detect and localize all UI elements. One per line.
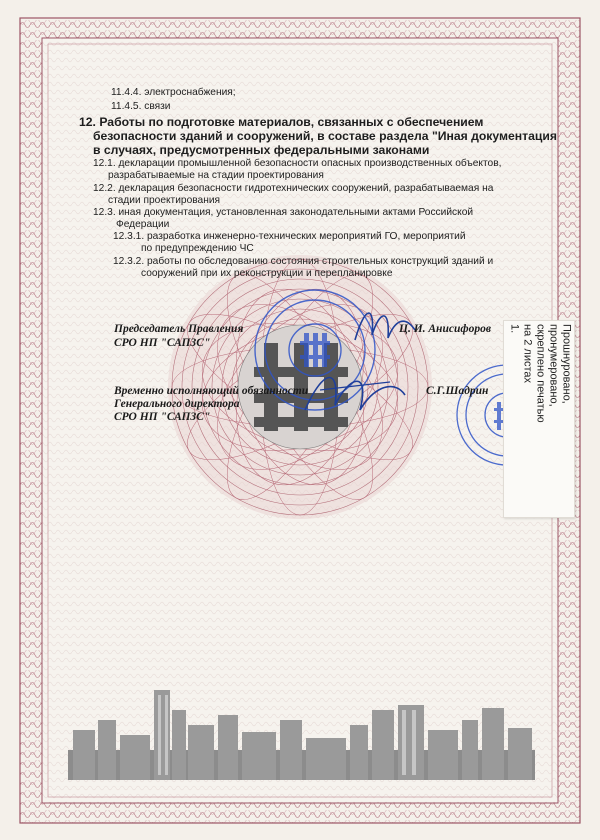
- note-line-2: пронумеровано,: [547, 324, 560, 407]
- item-12-3-line-2: Федерации: [116, 219, 170, 230]
- chairman-title-line-1: Председатель Правления: [114, 323, 244, 335]
- item-12-2-line-2: стадии проектирования: [108, 195, 221, 206]
- item-12-3-1-line-1: 12.3.1. разработка инженерно-технических мероприятий ГО, мероприятий: [113, 231, 466, 242]
- chairman-title-line-2: СРО НП "САПЗС": [114, 337, 211, 349]
- note-line-4: на 2 листах: [521, 324, 534, 384]
- director-title-line-1: Временно исполняющий обязанности: [114, 385, 309, 397]
- item-11-4-4: 11.4.4. электроснабжения;: [111, 87, 236, 98]
- item-12-3-1-line-2: по предупреждению ЧС: [141, 243, 254, 254]
- item-12-1-line-2: разрабатываемые на стадии проектирования: [108, 170, 324, 181]
- section-12-heading-line-3: в случаях, предусмотренных федеральными законами: [93, 143, 430, 157]
- item-12-3-2-line-1: 12.3.2. работы по обследованию состояния строительных конструкций зданий и: [113, 256, 494, 267]
- note-line-3: скреплено печатью: [534, 324, 547, 423]
- director-title-line-2: Генерального директора: [114, 398, 240, 410]
- director-name: С.Г.Шадрин: [426, 385, 489, 397]
- item-12-1-line-1: 12.1. декларации промышленной безопасности опасных производственных объектов,: [93, 158, 502, 169]
- item-12-3-line-1: 12.3. иная документация, установленная законодательными актами Российской: [93, 207, 474, 218]
- item-12-2-line-1: 12.2. декларация безопасности гидротехнических сооружений, разрабатываемая на: [93, 183, 494, 194]
- item-12-3-2-line-2: сооружений при их реконструкции и перепланировке: [141, 268, 393, 279]
- item-11-4-5: 11.4.5. связи: [111, 101, 171, 112]
- note-line-5: 1.: [508, 324, 521, 334]
- director-title-line-3: СРО НП "САПЗС": [114, 411, 211, 423]
- chairman-name: Ц. И. Анисифоров: [399, 323, 491, 335]
- binding-note: [503, 320, 575, 518]
- note-line-1: Прошнуровано,: [560, 324, 573, 404]
- section-12-heading-line-2: безопасности зданий и сооружений, в составе раздела "Иная документация: [93, 129, 558, 143]
- binding-note-text: [508, 324, 573, 514]
- section-12-heading-line-1: 12. Работы по подготовке материалов, связанных с обеспечением: [79, 115, 484, 129]
